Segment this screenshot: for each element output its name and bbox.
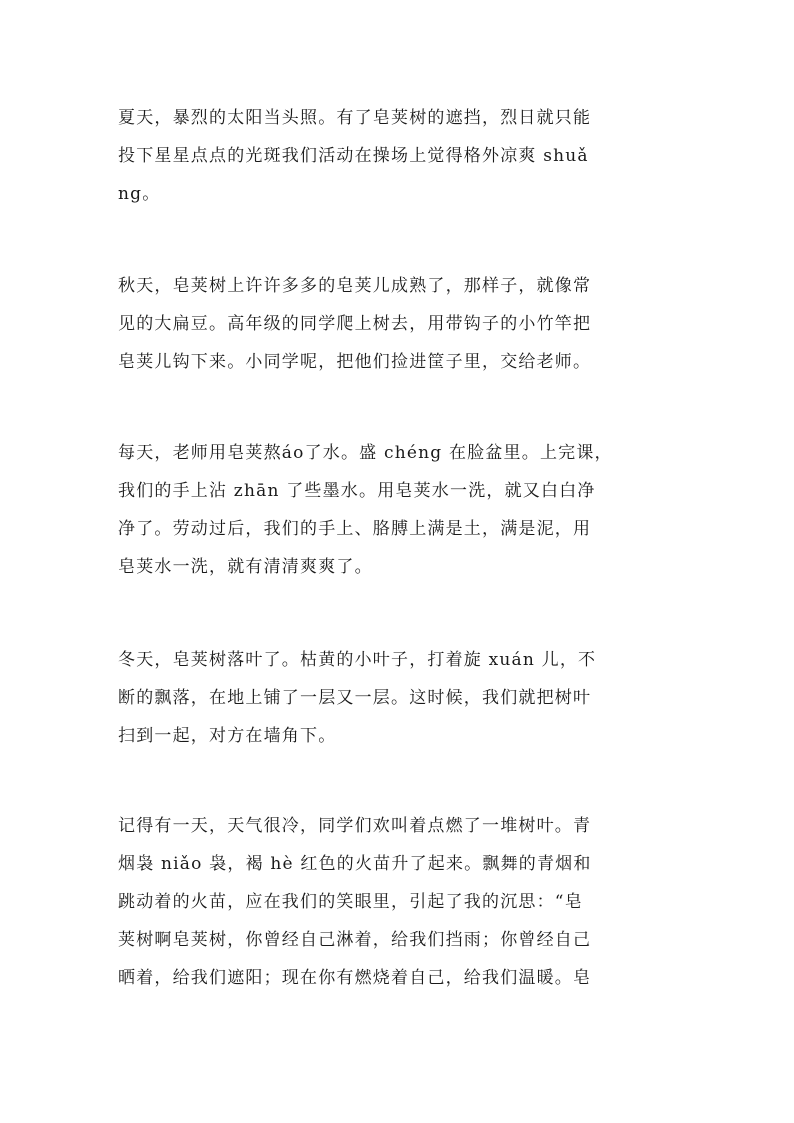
paragraph-winter	[118, 641, 684, 755]
text-line: 夏天，暴烈的太阳当头照。有了皂荚树的遮挡，烈日就只能	[118, 108, 592, 128]
text-line: 荚树啊皂荚树，你曾经自己淋着，给我们挡雨；你曾经自己	[118, 930, 592, 950]
text-line: 见的大扁豆。高年级的同学爬上树去，用带钩子的小竹竿把	[118, 314, 592, 334]
text-line: 我们的手上沾 zhān 了些墨水。用皂荚水一洗，就又白白净	[118, 481, 596, 501]
text-line: 皂荚儿钩下来。小同学呢，把他们捡进筐子里，交给老师。	[118, 352, 592, 372]
paragraph-everyday	[118, 434, 684, 586]
text-line: 每天，老师用皂荚熬áo了水。盛 chéng 在脸盆里。上完课，	[118, 443, 613, 463]
text-line: 跳动着的火苗，应在我们的笑眼里，引起了我的沉思：“皂	[118, 892, 583, 912]
text-line: 投下星星点点的光斑我们活动在操场上觉得格外凉爽 shuǎ	[118, 146, 589, 166]
text-line: 扫到一起，对方在墙角下。	[118, 726, 337, 746]
paragraph-summer	[118, 99, 684, 213]
text-line: 晒着，给我们遮阳；现在你有燃烧着自己，给我们温暖。皂	[118, 968, 592, 988]
text-line: 皂荚水一洗，就有清清爽爽了。	[118, 557, 373, 577]
text-line: 烟袅 niǎo 袅，褐 hè 红色的火苗升了起来。飘舞的青烟和	[118, 854, 592, 874]
paragraph-autumn	[118, 267, 684, 381]
text-line: 记得有一天，天气很冷，同学们欢叫着点燃了一堆树叶。青	[118, 816, 592, 836]
text-line: 冬天，皂荚树落叶了。枯黄的小叶子，打着旋 xuán 儿，不	[118, 650, 597, 670]
text-line: ng。	[118, 184, 161, 204]
text-line: 断的飘落，在地上铺了一层又一层。这时候，我们就把树叶	[118, 688, 592, 708]
text-line: 秋天，皂荚树上许许多多的皂荚儿成熟了，那样子，就像常	[118, 276, 592, 296]
text-line: 净了。劳动过后，我们的手上、胳膊上满是土，满是泥，用	[118, 519, 592, 539]
paragraph-memory	[118, 807, 684, 997]
